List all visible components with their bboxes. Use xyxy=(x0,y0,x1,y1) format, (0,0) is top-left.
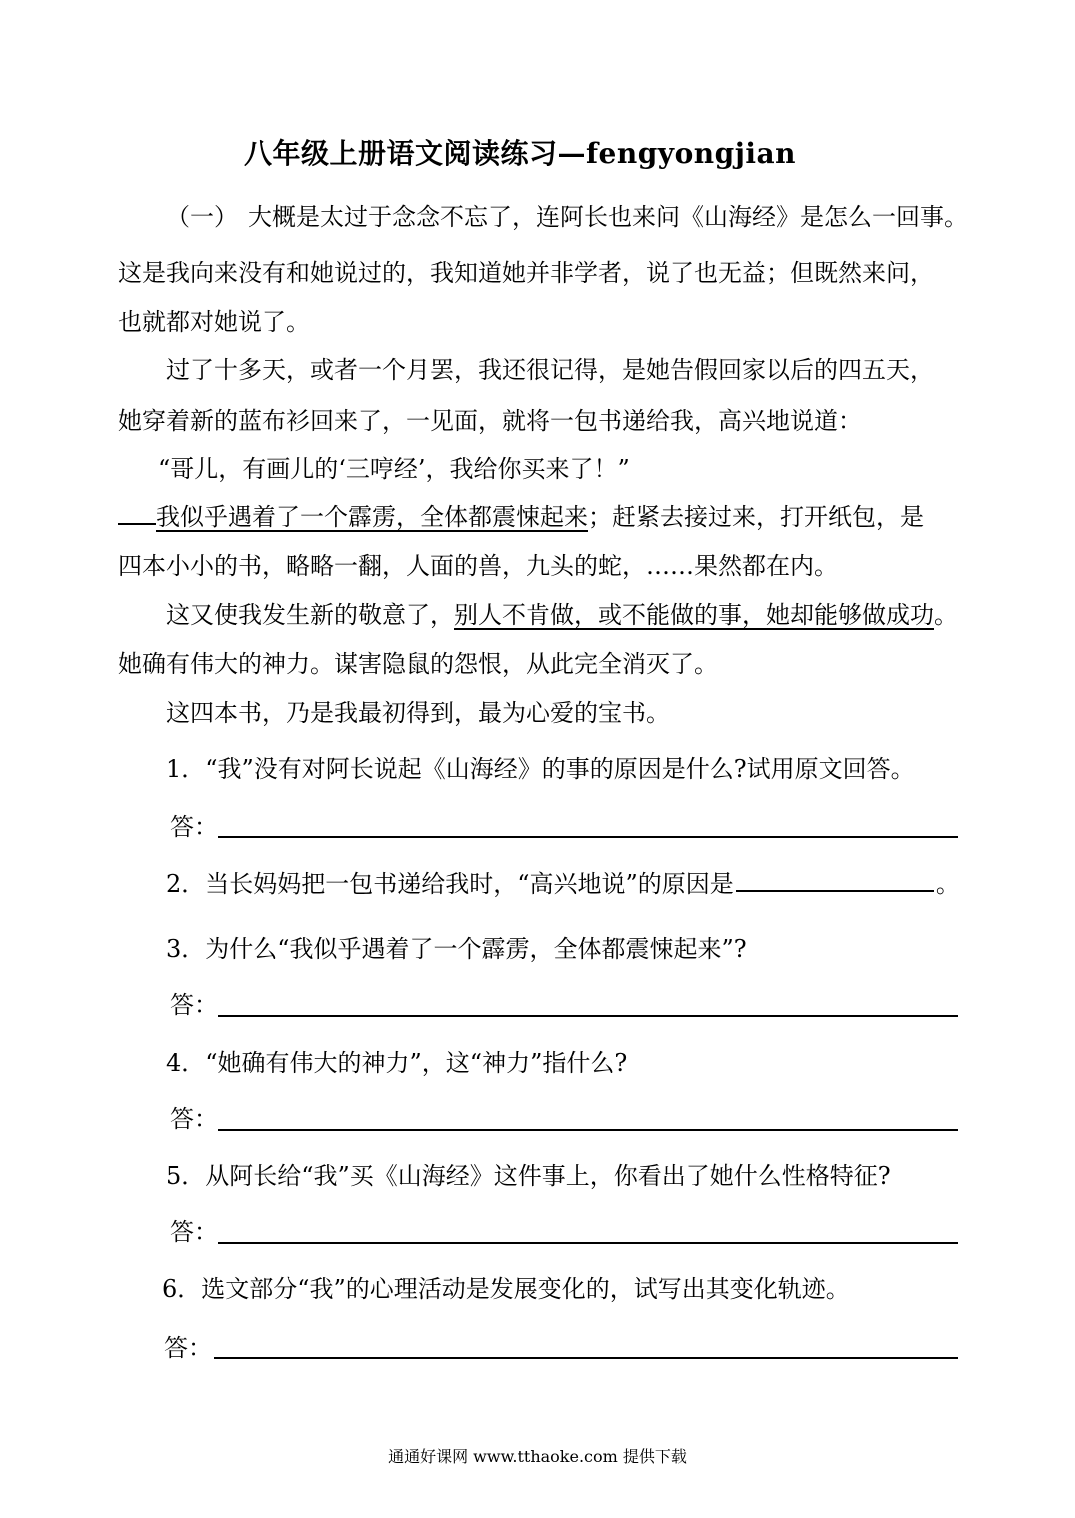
question-6: 6．选文部分“我”的心理活动是发展变化的，试写出其变化轨迹。 xyxy=(162,1275,850,1303)
passage-line: 过了十多天，或者一个月罢，我还很记得，是她告假回家以后的四五天， xyxy=(166,356,934,384)
passage-line: 她穿着新的蓝布衫回来了，一见面，就将一包书递给我，高兴地说道： xyxy=(118,407,862,435)
question-2: 2．当长妈妈把一包书递给我时，“高兴地说”的原因是 。 xyxy=(166,870,960,898)
section-number: （一） xyxy=(166,203,238,231)
passage-line: 四本小小的书，略略一翻，人面的兽，九头的蛇，……果然都在内。 xyxy=(118,552,838,580)
passage-line: 我似乎遇着了一个霹雳，全体都震悚起来；赶紧去接过来，打开纸包，是 xyxy=(118,500,963,534)
passage-line: 也就都对她说了。 xyxy=(118,308,310,336)
passage-line: 她确有伟大的神力。谋害隐鼠的怨恨，从此完全消灭了。 xyxy=(118,650,718,678)
answer-label: 答： xyxy=(170,1218,218,1246)
answer-label: 答： xyxy=(170,1105,218,1133)
passage-line: 这又使我发生新的敬意了，别人不肯做，或不能做的事，她却能够做成功。 xyxy=(166,601,958,629)
underlined-sentence: 我似乎遇着了一个霹雳，全体都震悚起来 xyxy=(156,503,588,531)
answer-blank-2[interactable] xyxy=(736,868,934,892)
passage-line: 这四本书，乃是我最初得到，最为心爱的宝书。 xyxy=(166,699,670,727)
answer-line-5[interactable] xyxy=(218,1242,958,1244)
answer-line-6[interactable] xyxy=(214,1357,958,1359)
question-5: 5．从阿长给“我”买《山海经》这件事上，你看出了她什么性格特征? xyxy=(166,1162,891,1190)
question-1: 1．“我”没有对阿长说起《山海经》的事的原因是什么?试用原文回答。 xyxy=(166,755,915,783)
answer-line-3[interactable] xyxy=(218,1015,958,1017)
passage-line: 这是我向来没有和她说过的，我知道她并非学者，说了也无益；但既然来问， xyxy=(118,259,934,287)
passage-quote: “哥儿，有画儿的‘三哼经’，我给你买来了！” xyxy=(158,455,630,483)
answer-label: 答： xyxy=(170,991,218,1019)
question-3: 3．为什么“我似乎遇着了一个霹雳，全体都震悚起来”? xyxy=(166,935,747,963)
page-footer: 通通好课网 www.tthaoke.com 提供下载 xyxy=(388,1447,687,1466)
answer-label: 答： xyxy=(164,1334,212,1362)
page-title: 八年级上册语文阅读练习—fengyongjian xyxy=(244,137,796,170)
answer-line-4[interactable] xyxy=(218,1129,958,1131)
answer-label: 答： xyxy=(170,813,218,841)
passage-line: （一） 大概是太过于念念不忘了，连阿长也来问《山海经》是怎么一回事。 xyxy=(166,203,968,231)
question-4: 4．“她确有伟大的神力”，这“神力”指什么? xyxy=(166,1049,628,1077)
answer-line-1[interactable] xyxy=(218,836,958,838)
underlined-sentence: 别人不肯做，或不能做的事，她却能够做成功 xyxy=(454,601,934,629)
